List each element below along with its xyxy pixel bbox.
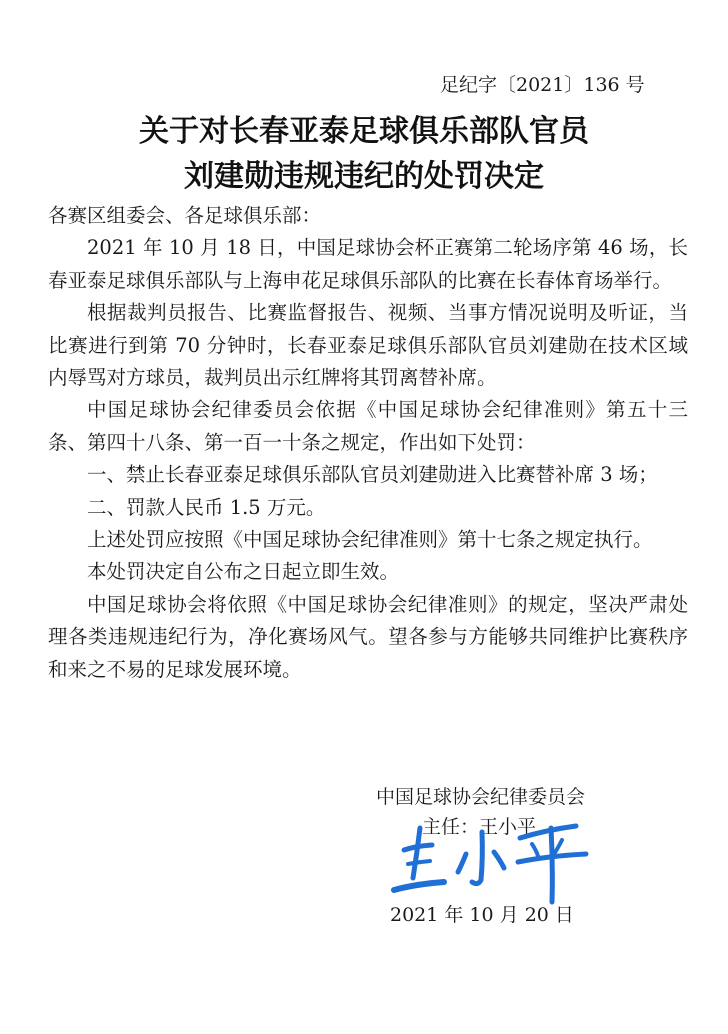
paragraph-findings: 根据裁判员报告、比赛监督报告、视频、当事方情况说明及听证，当比赛进行到第 70 分钟时，长春亚泰足球俱乐部队官员刘建勋在技术区域内辱骂对方球员，裁判员出示红牌将其罚离替补席。 bbox=[48, 301, 688, 390]
document-title-line-1: 关于对长春亚泰足球俱乐部队官员 bbox=[139, 114, 589, 149]
penalty-item-1: 一、禁止长春亚泰足球俱乐部队官员刘建勋进入比赛替补席 3 场； bbox=[87, 463, 658, 487]
document-body bbox=[48, 200, 688, 686]
paragraph-closing: 中国足球协会将依照《中国足球协会纪律准则》的规定，坚决严肃处理各类违规违纪行为，净化赛场风气。望各参与方能够共同维护比赛秩序和来之不易的足球发展环境。 bbox=[48, 592, 688, 681]
issue-date: 2021 年 10 月 20 日 bbox=[390, 904, 574, 926]
issuing-committee: 中国足球协会纪律委员会 bbox=[376, 786, 586, 808]
paragraph-basis: 中国足球协会纪律委员会依据《中国足球协会纪律准则》第五十三条、第四十八条、第一百一十条之规定，作出如下处罚： bbox=[48, 398, 688, 454]
paragraph-incident: 2021 年 10 月 18 日，中国足球协会杯正赛第二轮场序第 46 场，长春亚泰足球俱乐部队与上海申花足球俱乐部队的比赛在长春体育场举行。 bbox=[48, 236, 688, 292]
document-number: 足纪字〔2021〕136 号 bbox=[440, 74, 645, 96]
document-title-line-2: 刘建勋违规违纪的处罚决定 bbox=[184, 159, 544, 194]
penalty-item-2: 二、罚款人民币 1.5 万元。 bbox=[87, 495, 326, 519]
handwritten-signature bbox=[386, 818, 616, 908]
salutation: 各赛区组委会、各足球俱乐部： bbox=[48, 204, 322, 227]
paragraph-execution: 上述处罚应按照《中国足球协会纪律准则》第十七条之规定执行。 bbox=[87, 528, 653, 552]
chair-name: 主任：王小平 bbox=[422, 816, 537, 838]
paragraph-effective: 本处罚决定自公布之日起立即生效。 bbox=[87, 560, 400, 584]
